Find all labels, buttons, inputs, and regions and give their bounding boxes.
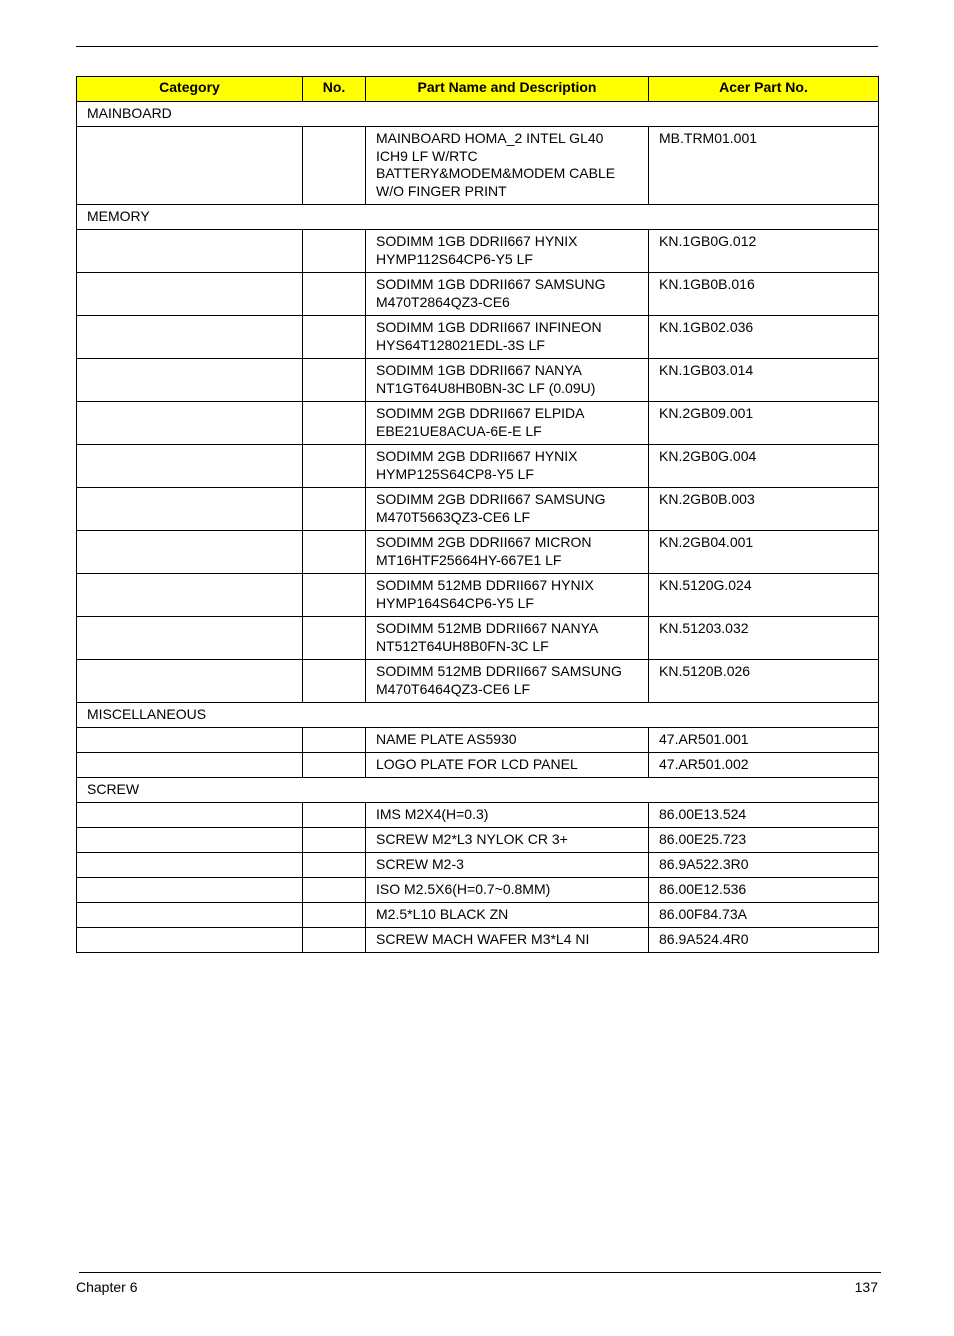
part-description: SCREW MACH WAFER M3*L4 NI bbox=[366, 928, 649, 953]
acer-part-number: KN.2GB0G.004 bbox=[649, 445, 879, 488]
page-number: 137 bbox=[854, 1279, 878, 1295]
acer-part-number: 86.00F84.73A bbox=[649, 903, 879, 928]
part-description: SODIMM 2GB DDRII667 MICRON MT16HTF25664HY-667E1 LF bbox=[366, 531, 649, 574]
table-row bbox=[77, 574, 879, 617]
acer-part-number: KN.1GB03.014 bbox=[649, 359, 879, 402]
category-cell bbox=[77, 803, 303, 828]
part-description: LOGO PLATE FOR LCD PANEL bbox=[366, 753, 649, 778]
table-row bbox=[77, 928, 879, 953]
no-cell bbox=[303, 359, 366, 402]
category-name: MISCELLANEOUS bbox=[77, 703, 879, 728]
category-cell bbox=[77, 853, 303, 878]
acer-part-number: 86.00E25.723 bbox=[649, 828, 879, 853]
acer-part-number: KN.5120G.024 bbox=[649, 574, 879, 617]
table-row bbox=[77, 402, 879, 445]
category-row bbox=[77, 102, 879, 127]
part-description: ISO M2.5X6(H=0.7~0.8MM) bbox=[366, 878, 649, 903]
category-row bbox=[77, 703, 879, 728]
no-cell bbox=[303, 445, 366, 488]
acer-part-number: KN.1GB0B.016 bbox=[649, 273, 879, 316]
no-cell bbox=[303, 728, 366, 753]
table-row bbox=[77, 803, 879, 828]
header-category: Category bbox=[77, 77, 303, 102]
table-row bbox=[77, 828, 879, 853]
no-cell bbox=[303, 878, 366, 903]
table-row bbox=[77, 127, 879, 205]
part-description: NAME PLATE AS5930 bbox=[366, 728, 649, 753]
no-cell bbox=[303, 574, 366, 617]
no-cell bbox=[303, 316, 366, 359]
parts-table bbox=[76, 76, 879, 953]
acer-part-number: 86.9A524.4R0 bbox=[649, 928, 879, 953]
no-cell bbox=[303, 531, 366, 574]
table-row bbox=[77, 445, 879, 488]
category-cell bbox=[77, 531, 303, 574]
category-cell bbox=[77, 359, 303, 402]
no-cell bbox=[303, 402, 366, 445]
category-cell bbox=[77, 316, 303, 359]
category-cell bbox=[77, 402, 303, 445]
no-cell bbox=[303, 753, 366, 778]
no-cell bbox=[303, 617, 366, 660]
no-cell bbox=[303, 928, 366, 953]
category-row bbox=[77, 778, 879, 803]
acer-part-number: 86.00E12.536 bbox=[649, 878, 879, 903]
acer-part-number: KN.5120B.026 bbox=[649, 660, 879, 703]
no-cell bbox=[303, 903, 366, 928]
category-cell bbox=[77, 488, 303, 531]
footer-rule bbox=[79, 1272, 881, 1273]
acer-part-number: KN.2GB0B.003 bbox=[649, 488, 879, 531]
part-description: SODIMM 512MB DDRII667 SAMSUNG M470T6464QZ3-CE6 LF bbox=[366, 660, 649, 703]
no-cell bbox=[303, 273, 366, 316]
part-description: SODIMM 1GB DDRII667 SAMSUNG M470T2864QZ3-CE6 bbox=[366, 273, 649, 316]
table-row bbox=[77, 660, 879, 703]
table-row bbox=[77, 753, 879, 778]
category-cell bbox=[77, 230, 303, 273]
part-description: SODIMM 2GB DDRII667 SAMSUNG M470T5663QZ3-CE6 LF bbox=[366, 488, 649, 531]
part-description: SCREW M2-3 bbox=[366, 853, 649, 878]
header-part-name: Part Name and Description bbox=[366, 77, 649, 102]
no-cell bbox=[303, 828, 366, 853]
acer-part-number: 47.AR501.002 bbox=[649, 753, 879, 778]
header-no: No. bbox=[303, 77, 366, 102]
table-row bbox=[77, 853, 879, 878]
table-row bbox=[77, 903, 879, 928]
category-name: MEMORY bbox=[77, 205, 879, 230]
category-row bbox=[77, 205, 879, 230]
table-row bbox=[77, 359, 879, 402]
no-cell bbox=[303, 803, 366, 828]
no-cell bbox=[303, 853, 366, 878]
part-description: IMS M2X4(H=0.3) bbox=[366, 803, 649, 828]
table-row bbox=[77, 488, 879, 531]
acer-part-number: KN.2GB04.001 bbox=[649, 531, 879, 574]
table-header-row bbox=[77, 77, 879, 102]
part-description: SODIMM 1GB DDRII667 NANYA NT1GT64U8HB0BN-3C LF (0.09U) bbox=[366, 359, 649, 402]
part-description: SODIMM 1GB DDRII667 HYNIX HYMP112S64CP6-Y5 LF bbox=[366, 230, 649, 273]
part-description: MAINBOARD HOMA_2 INTEL GL40 ICH9 LF W/RTC BATTERY&MODEM&MODEM CABLE W/O FINGER PRINT bbox=[366, 127, 649, 205]
no-cell bbox=[303, 488, 366, 531]
no-cell bbox=[303, 230, 366, 273]
category-cell bbox=[77, 753, 303, 778]
no-cell bbox=[303, 127, 366, 205]
category-cell bbox=[77, 127, 303, 205]
part-description: SODIMM 512MB DDRII667 HYNIX HYMP164S64CP6-Y5 LF bbox=[366, 574, 649, 617]
category-name: MAINBOARD bbox=[77, 102, 879, 127]
part-description: M2.5*L10 BLACK ZN bbox=[366, 903, 649, 928]
category-cell bbox=[77, 660, 303, 703]
header-acer-part-no: Acer Part No. bbox=[649, 77, 879, 102]
acer-part-number: 47.AR501.001 bbox=[649, 728, 879, 753]
footer-chapter: Chapter 6 bbox=[76, 1279, 138, 1295]
table-row bbox=[77, 617, 879, 660]
category-cell bbox=[77, 828, 303, 853]
table-row bbox=[77, 273, 879, 316]
table-row bbox=[77, 728, 879, 753]
acer-part-number: KN.1GB0G.012 bbox=[649, 230, 879, 273]
part-description: SCREW M2*L3 NYLOK CR 3+ bbox=[366, 828, 649, 853]
header-rule bbox=[76, 46, 878, 47]
acer-part-number: MB.TRM01.001 bbox=[649, 127, 879, 205]
category-cell bbox=[77, 928, 303, 953]
acer-part-number: KN.1GB02.036 bbox=[649, 316, 879, 359]
category-cell bbox=[77, 728, 303, 753]
acer-part-number: 86.9A522.3R0 bbox=[649, 853, 879, 878]
table-row bbox=[77, 531, 879, 574]
no-cell bbox=[303, 660, 366, 703]
category-cell bbox=[77, 574, 303, 617]
table-row bbox=[77, 316, 879, 359]
category-cell bbox=[77, 617, 303, 660]
category-cell bbox=[77, 445, 303, 488]
part-description: SODIMM 512MB DDRII667 NANYA NT512T64UH8B0FN-3C LF bbox=[366, 617, 649, 660]
acer-part-number: 86.00E13.524 bbox=[649, 803, 879, 828]
table-row bbox=[77, 230, 879, 273]
acer-part-number: KN.2GB09.001 bbox=[649, 402, 879, 445]
category-name: SCREW bbox=[77, 778, 879, 803]
category-cell bbox=[77, 903, 303, 928]
category-cell bbox=[77, 878, 303, 903]
part-description: SODIMM 2GB DDRII667 ELPIDA EBE21UE8ACUA-6E-E LF bbox=[366, 402, 649, 445]
table-row bbox=[77, 878, 879, 903]
category-cell bbox=[77, 273, 303, 316]
part-description: SODIMM 1GB DDRII667 INFINEON HYS64T128021EDL-3S LF bbox=[366, 316, 649, 359]
acer-part-number: KN.51203.032 bbox=[649, 617, 879, 660]
part-description: SODIMM 2GB DDRII667 HYNIX HYMP125S64CP8-Y5 LF bbox=[366, 445, 649, 488]
